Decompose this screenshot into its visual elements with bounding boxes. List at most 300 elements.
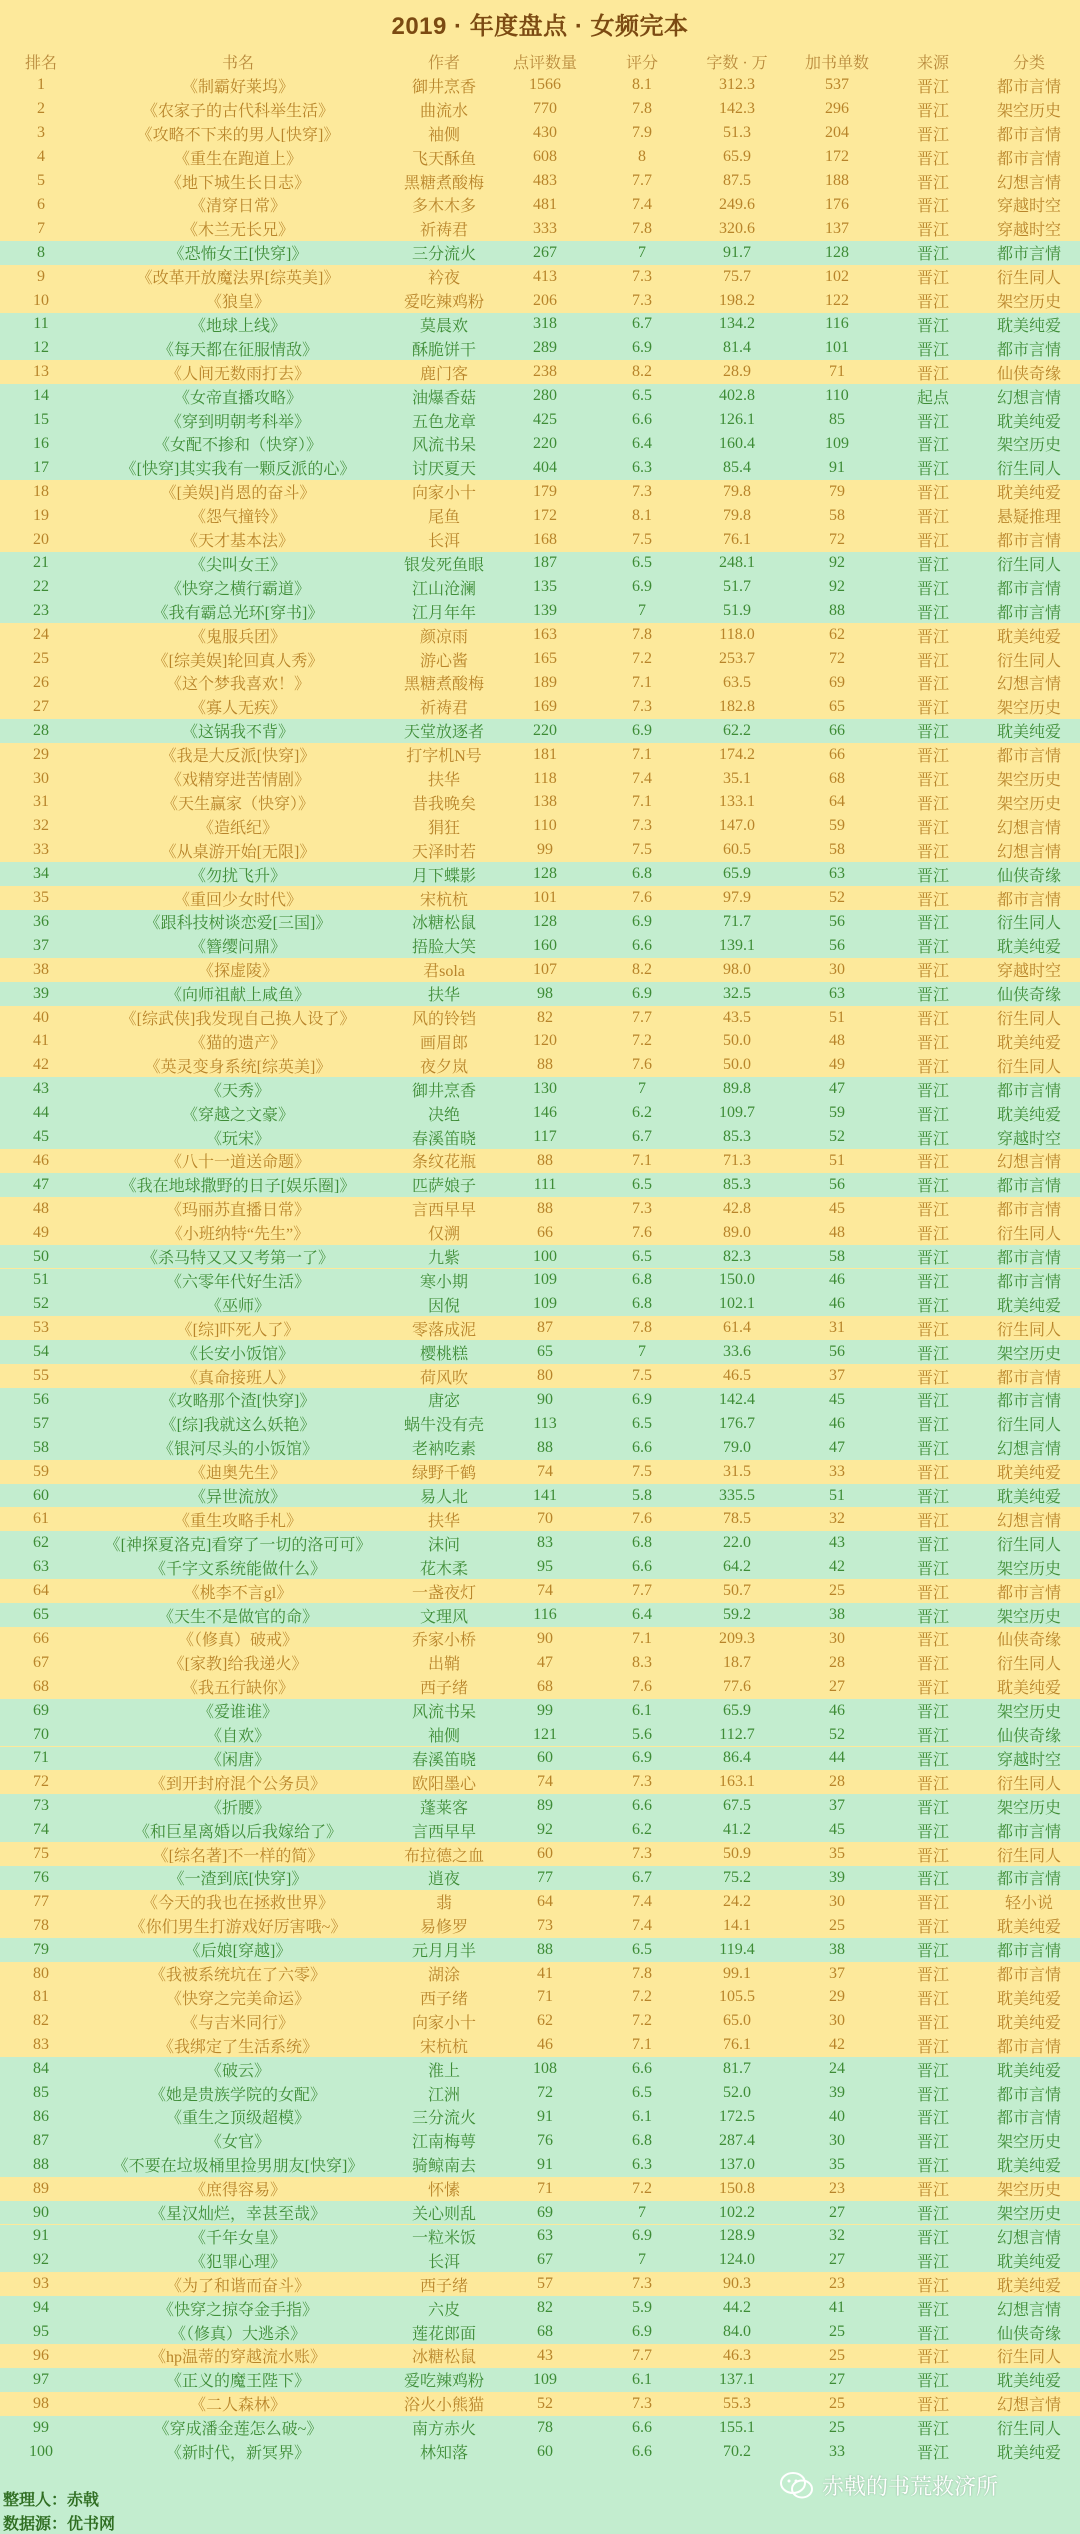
cell-word-count: 105.5 (719, 1988, 755, 2006)
table-row (0, 2105, 1080, 2129)
cell-category: 衍生同人 (996, 1011, 1061, 1029)
cell-book-title: 《勿扰飞升》 (189, 867, 286, 885)
cell-booklist-count: 101 (825, 339, 849, 357)
cell-category: 耽美纯爱 (996, 2158, 1061, 2176)
cell-category: 架空历史 (996, 1608, 1061, 1626)
cell-book-title: 《正义的魔王陛下》 (165, 2373, 310, 2391)
cell-author: 六皮 (427, 2301, 460, 2319)
cell-rank: 4 (37, 148, 45, 166)
cell-rank: 24 (33, 626, 49, 644)
table-row (0, 1436, 1080, 1460)
cell-category: 架空历史 (996, 102, 1061, 120)
cell-review-count: 99 (537, 1701, 553, 1719)
cell-review-count: 98 (537, 984, 553, 1002)
cell-rank: 82 (33, 2012, 49, 2030)
cell-category: 衍生同人 (996, 1058, 1061, 1076)
cell-review-count: 91 (537, 2107, 553, 2125)
table-row (0, 2368, 1080, 2392)
header-source: 来源 (916, 55, 949, 73)
cell-source: 晋江 (916, 1297, 949, 1315)
cell-booklist-count: 27 (829, 2370, 845, 2388)
cell-author: 天堂放逐者 (403, 724, 484, 742)
cell-rank: 25 (33, 650, 49, 668)
cell-author: 欧阳墨心 (411, 1775, 476, 1793)
cell-word-count: 128.9 (719, 2227, 755, 2245)
cell-score: 7.4 (632, 195, 652, 213)
cell-source: 晋江 (916, 604, 949, 622)
cell-review-count: 52 (537, 2394, 553, 2412)
cell-category: 衍生同人 (996, 2421, 1061, 2439)
cell-book-title: 《改革开放魔法界[综英美]》 (136, 270, 340, 288)
cell-category: 都市言情 (996, 341, 1061, 359)
cell-word-count: 312.3 (719, 76, 755, 94)
cell-review-count: 187 (533, 554, 557, 572)
cell-book-title: 《女配不掺和（快穿）》 (153, 437, 322, 455)
cell-review-count: 72 (537, 2084, 553, 2102)
table-row (0, 1675, 1080, 1699)
cell-review-count: 68 (537, 1677, 553, 1695)
cell-score: 7.4 (632, 769, 652, 787)
cell-author: 老衲吃素 (411, 1441, 476, 1459)
cell-score: 7.8 (632, 626, 652, 644)
cell-rank: 89 (33, 2179, 49, 2197)
cell-review-count: 70 (537, 1510, 553, 1528)
cell-book-title: 《重生之顶级超模》 (165, 2110, 310, 2128)
cell-review-count: 63 (537, 2227, 553, 2245)
cell-score: 6.5 (632, 387, 652, 405)
cell-word-count: 85.3 (723, 1175, 751, 1193)
cell-category: 耽美纯爱 (996, 628, 1061, 646)
cell-book-title: 《巫师》 (205, 1297, 270, 1315)
cell-word-count: 85.3 (723, 1128, 751, 1146)
cell-source: 晋江 (916, 198, 949, 216)
table-row (0, 313, 1080, 337)
cell-book-title: 《今天的我也在拯救世界》 (141, 1895, 334, 1913)
cell-book-title: 《犯罪心理》 (189, 2253, 286, 2271)
cell-score: 5.8 (632, 1486, 652, 1504)
cell-word-count: 78.5 (723, 1510, 751, 1528)
cell-booklist-count: 56 (829, 936, 845, 954)
table-row (0, 97, 1080, 121)
table-row (0, 2320, 1080, 2344)
cell-author: 翡 (435, 1895, 452, 1913)
cell-book-title: 《（修真）破戒》 (177, 1632, 298, 1650)
cell-review-count: 163 (533, 626, 557, 644)
cell-review-count: 101 (533, 889, 557, 907)
cell-category: 衍生同人 (996, 2349, 1061, 2367)
cell-rank: 94 (33, 2299, 49, 2317)
cell-book-title: 《清穿日常》 (189, 198, 286, 216)
cell-book-title: 《女官》 (205, 2134, 270, 2152)
cell-word-count: 174.2 (719, 745, 755, 763)
cell-author: 曲流水 (419, 102, 468, 120)
cell-review-count: 118 (533, 769, 557, 787)
cell-book-title: 《女帝直播攻略》 (173, 389, 302, 407)
cell-score: 6.7 (632, 1868, 652, 1886)
cell-author: 冰糖松鼠 (411, 915, 476, 933)
cell-booklist-count: 64 (829, 793, 845, 811)
table-row (0, 1579, 1080, 1603)
cell-source: 晋江 (916, 1584, 949, 1602)
cell-category: 衍生同人 (996, 1417, 1061, 1435)
cell-author: 君sola (423, 963, 465, 981)
cell-score: 6.8 (632, 1271, 652, 1289)
cell-review-count: 41 (537, 1964, 553, 1982)
cell-source: 晋江 (916, 1130, 949, 1148)
table-row (0, 1412, 1080, 1436)
cell-booklist-count: 23 (829, 2275, 845, 2293)
cell-booklist-count: 109 (825, 434, 849, 452)
cell-score: 7.3 (632, 291, 652, 309)
table-row (0, 671, 1080, 695)
header-book-title: 书名 (221, 55, 254, 73)
cell-category: 衍生同人 (996, 1226, 1061, 1244)
cell-review-count: 160 (533, 936, 557, 954)
cell-author: 打字机N号 (406, 748, 482, 766)
cell-author: 风流书呆 (411, 437, 476, 455)
cell-review-count: 189 (533, 673, 557, 691)
cell-book-title: 《这锅我不背》 (181, 724, 294, 742)
table-row (0, 958, 1080, 982)
cell-word-count: 28.9 (723, 363, 751, 381)
table-row (0, 384, 1080, 408)
cell-book-title: 《狼皇》 (205, 294, 270, 312)
cell-word-count: 24.2 (723, 1892, 751, 1910)
cell-booklist-count: 28 (829, 1773, 845, 1791)
cell-booklist-count: 122 (825, 291, 849, 309)
cell-review-count: 206 (533, 291, 557, 309)
cell-category: 穿越时空 (996, 1130, 1061, 1148)
cell-author: 扶华 (427, 1512, 460, 1530)
cell-book-title: 《探虚陵》 (197, 963, 278, 981)
cell-rank: 45 (33, 1128, 49, 1146)
cell-booklist-count: 47 (829, 1438, 845, 1456)
cell-score: 6.9 (632, 1749, 652, 1767)
table-row (0, 1101, 1080, 1125)
cell-source: 晋江 (916, 1465, 949, 1483)
header-score: 评分 (625, 55, 658, 73)
cell-word-count: 97.9 (723, 889, 751, 907)
cell-review-count: 109 (533, 2370, 557, 2388)
cell-score: 8 (638, 148, 646, 166)
cell-review-count: 172 (533, 506, 557, 524)
cell-rank: 66 (33, 1629, 49, 1647)
cell-category: 仙侠奇缘 (996, 365, 1061, 383)
cell-source: 晋江 (916, 1369, 949, 1387)
cell-review-count: 128 (533, 865, 557, 883)
cell-book-title: 《天才基本法》 (181, 533, 294, 551)
cell-source: 晋江 (916, 485, 949, 503)
cell-source: 晋江 (916, 317, 949, 335)
cell-review-count: 90 (537, 1629, 553, 1647)
cell-author: 荷风吹 (419, 1369, 468, 1387)
cell-rank: 33 (33, 841, 49, 859)
cell-word-count: 90.3 (723, 2275, 751, 2293)
cell-author: 酥脆饼干 (411, 341, 476, 359)
cell-rank: 83 (33, 2036, 49, 2054)
cell-rank: 97 (33, 2370, 49, 2388)
cell-author: 因倪 (427, 1297, 460, 1315)
cell-booklist-count: 88 (829, 602, 845, 620)
cell-score: 6.6 (632, 2418, 652, 2436)
cell-category: 耽美纯爱 (996, 2062, 1061, 2080)
cell-source: 晋江 (916, 461, 949, 479)
cell-rank: 62 (33, 1534, 49, 1552)
cell-review-count: 138 (533, 793, 557, 811)
cell-booklist-count: 28 (829, 1653, 845, 1671)
cell-category: 悬疑推理 (996, 509, 1061, 527)
cell-score: 6.5 (632, 1175, 652, 1193)
cell-word-count: 84.0 (723, 2323, 751, 2341)
cell-category: 仙侠奇缘 (996, 1632, 1061, 1650)
cell-word-count: 32.5 (723, 984, 751, 1002)
cell-book-title: 《[神探夏洛克]看穿了一切的洛可可》 (104, 1536, 372, 1554)
cell-rank: 58 (33, 1438, 49, 1456)
cell-review-count: 608 (533, 148, 557, 166)
cell-rank: 27 (33, 697, 49, 715)
cell-author: 月下蝶影 (411, 867, 476, 885)
cell-score: 7.5 (632, 1367, 652, 1385)
table-row (0, 480, 1080, 504)
table-row (0, 1818, 1080, 1842)
cell-score: 7.1 (632, 745, 652, 763)
cell-booklist-count: 25 (829, 2394, 845, 2412)
cell-source: 晋江 (916, 150, 949, 168)
cell-booklist-count: 48 (829, 1032, 845, 1050)
cell-score: 8.2 (632, 363, 652, 381)
table-row (0, 1770, 1080, 1794)
cell-review-count: 90 (537, 1390, 553, 1408)
cell-book-title: 《地下城生长日志》 (165, 174, 310, 192)
cell-author: 言西早早 (411, 1823, 476, 1841)
cell-score: 7.7 (632, 1008, 652, 1026)
cell-category: 都市言情 (996, 246, 1061, 264)
cell-book-title: 《快穿之完美命运》 (165, 1990, 310, 2008)
cell-category: 衍生同人 (996, 1656, 1061, 1674)
cell-source: 晋江 (916, 652, 949, 670)
cell-author: 沫问 (427, 1536, 460, 1554)
cell-booklist-count: 32 (829, 1510, 845, 1528)
cell-rank: 77 (33, 1892, 49, 1910)
cell-score: 8.1 (632, 506, 652, 524)
cell-category: 耽美纯爱 (996, 724, 1061, 742)
cell-score: 8.2 (632, 960, 652, 978)
cell-rank: 2 (37, 100, 45, 118)
cell-category: 衍生同人 (996, 270, 1061, 288)
cell-score: 6.6 (632, 2442, 652, 2460)
cell-source: 晋江 (916, 1728, 949, 1746)
cell-author: 画眉郎 (419, 1034, 468, 1052)
cell-review-count: 74 (537, 1773, 553, 1791)
cell-source: 晋江 (916, 748, 949, 766)
cell-book-title: 《[美娱]肖恩的奋斗》 (160, 485, 316, 503)
cell-word-count: 91.7 (723, 243, 751, 261)
table-row (0, 1914, 1080, 1938)
cell-booklist-count: 40 (829, 2107, 845, 2125)
cell-category: 耽美纯爱 (996, 1465, 1061, 1483)
cell-review-count: 113 (533, 1414, 557, 1432)
cell-author: 一盏夜灯 (411, 1584, 476, 1602)
cell-rank: 95 (33, 2323, 49, 2341)
cell-source: 起点 (916, 389, 949, 407)
cell-author: 捂脸大笑 (411, 939, 476, 957)
cell-booklist-count: 42 (829, 2036, 845, 2054)
cell-book-title: 《天生不是做官的命》 (157, 1608, 318, 1626)
cell-review-count: 60 (537, 1845, 553, 1863)
cell-author: 骑鲸南去 (411, 2158, 476, 2176)
cell-rank: 1 (37, 76, 45, 94)
cell-book-title: 《木兰无长兄》 (181, 222, 294, 240)
cell-score: 7.1 (632, 2036, 652, 2054)
cell-source: 晋江 (916, 628, 949, 646)
cell-booklist-count: 188 (825, 172, 849, 190)
header-category: 分类 (1012, 55, 1045, 73)
cell-score: 6.2 (632, 1104, 652, 1122)
cell-score: 6.9 (632, 2227, 652, 2245)
cell-author: 易修罗 (419, 1919, 468, 1937)
cell-category: 架空历史 (996, 1560, 1061, 1578)
cell-author: 匹萨娘子 (411, 1178, 476, 1196)
data-source-credit: 数据源：优书网 (3, 2514, 116, 2533)
cell-book-title: 《八十一道送命题》 (165, 1154, 310, 1172)
cell-source: 晋江 (916, 1106, 949, 1124)
cell-review-count: 404 (533, 458, 557, 476)
cell-source: 晋江 (916, 700, 949, 718)
cell-book-title: 《（修真）大逃杀》 (169, 2325, 306, 2343)
cell-category: 架空历史 (996, 2182, 1061, 2200)
cell-score: 6.9 (632, 578, 652, 596)
cell-word-count: 61.4 (723, 1319, 751, 1337)
table-row (0, 2392, 1080, 2416)
cell-review-count: 89 (537, 1797, 553, 1815)
cell-score: 7.1 (632, 1151, 652, 1169)
cell-word-count: 79.0 (723, 1438, 751, 1456)
cell-source: 晋江 (916, 2373, 949, 2391)
cell-score: 6.9 (632, 2323, 652, 2341)
cell-word-count: 155.1 (719, 2418, 755, 2436)
cell-rank: 81 (33, 1988, 49, 2006)
cell-review-count: 46 (537, 2036, 553, 2054)
cell-booklist-count: 102 (825, 267, 849, 285)
cell-author: 林知落 (419, 2445, 468, 2463)
cell-author: 银发死鱼眼 (403, 556, 484, 574)
cell-rank: 32 (33, 817, 49, 835)
cell-word-count: 102.2 (719, 2203, 755, 2221)
cell-source: 晋江 (916, 413, 949, 431)
cell-booklist-count: 45 (829, 1390, 845, 1408)
cell-source: 晋江 (916, 1775, 949, 1793)
table-row (0, 1866, 1080, 1890)
cell-booklist-count: 63 (829, 865, 845, 883)
cell-booklist-count: 39 (829, 1868, 845, 1886)
cell-source: 晋江 (916, 78, 949, 96)
cell-score: 7.2 (632, 1988, 652, 2006)
cell-source: 晋江 (916, 1441, 949, 1459)
cell-author: 蓬莱客 (419, 1799, 468, 1817)
cell-category: 耽美纯爱 (996, 2373, 1061, 2391)
cell-category: 耽美纯爱 (996, 317, 1061, 335)
cell-category: 都市言情 (996, 748, 1061, 766)
table-row (0, 982, 1080, 1006)
cell-rank: 22 (33, 578, 49, 596)
cell-word-count: 31.5 (723, 1462, 751, 1480)
cell-book-title: 《戏精穿进苦情剧》 (165, 772, 310, 790)
cell-word-count: 150.8 (719, 2179, 755, 2197)
cell-word-count: 79.8 (723, 506, 751, 524)
table-row (0, 456, 1080, 480)
cell-booklist-count: 38 (829, 1606, 845, 1624)
cell-author: 油爆香菇 (411, 389, 476, 407)
table-row (0, 408, 1080, 432)
cell-score: 6.6 (632, 1438, 652, 1456)
table-row (0, 1388, 1080, 1412)
cell-source: 晋江 (916, 2325, 949, 2343)
cell-author: 爱吃辣鸡粉 (403, 2373, 484, 2391)
cell-booklist-count: 91 (829, 458, 845, 476)
cell-rank: 51 (33, 1271, 49, 1289)
cell-book-title: 《重生攻略手札》 (173, 1512, 302, 1530)
cell-review-count: 770 (533, 100, 557, 118)
cell-score: 7.5 (632, 841, 652, 859)
cell-book-title: 《[综武侠]我发现自己换人设了》 (120, 1011, 356, 1029)
cell-review-count: 43 (537, 2346, 553, 2364)
table-row (0, 1531, 1080, 1555)
cell-category: 耽美纯爱 (996, 1034, 1061, 1052)
cell-review-count: 87 (537, 1319, 553, 1337)
cell-word-count: 133.1 (719, 793, 755, 811)
cell-word-count: 71.3 (723, 1151, 751, 1169)
cell-category: 幻想言情 (996, 676, 1061, 694)
cell-source: 晋江 (916, 1704, 949, 1722)
cell-word-count: 51.7 (723, 578, 751, 596)
cell-rank: 5 (37, 172, 45, 190)
cell-book-title: 《迪奥先生》 (189, 1465, 286, 1483)
cell-score: 7.1 (632, 793, 652, 811)
cell-rank: 36 (33, 912, 49, 930)
cell-source: 晋江 (916, 1345, 949, 1363)
cell-score: 7.5 (632, 530, 652, 548)
table-row (0, 1938, 1080, 1962)
cell-author: 爱吃辣鸡粉 (403, 294, 484, 312)
cell-word-count: 75.2 (723, 1868, 751, 1886)
cell-rank: 88 (33, 2155, 49, 2173)
cell-review-count: 69 (537, 2203, 553, 2221)
cell-review-count: 88 (537, 1199, 553, 1217)
cell-source: 晋江 (916, 1871, 949, 1889)
cell-review-count: 110 (533, 817, 557, 835)
cell-rank: 31 (33, 793, 49, 811)
cell-source: 晋江 (916, 222, 949, 240)
cell-source: 晋江 (916, 2158, 949, 2176)
cell-source: 晋江 (916, 246, 949, 264)
cell-book-title: 《星汉灿烂，幸甚至哉》 (149, 2206, 326, 2224)
cell-source: 晋江 (916, 2062, 949, 2080)
cell-author: 仅溯 (427, 1226, 460, 1244)
cell-rank: 57 (33, 1414, 49, 1432)
cell-author: 向家小十 (411, 485, 476, 503)
cell-category: 幻想言情 (996, 389, 1061, 407)
cell-author: 浴火小熊猫 (403, 2397, 484, 2415)
cell-rank: 90 (33, 2203, 49, 2221)
cell-source: 晋江 (916, 1560, 949, 1578)
cell-rank: 6 (37, 195, 45, 213)
table-row (0, 838, 1080, 862)
cell-book-title: 《地球上线》 (189, 317, 286, 335)
cell-review-count: 78 (537, 2418, 553, 2436)
cell-rank: 98 (33, 2394, 49, 2412)
cell-booklist-count: 46 (829, 1701, 845, 1719)
cell-book-title: 《二人森林》 (189, 2397, 286, 2415)
